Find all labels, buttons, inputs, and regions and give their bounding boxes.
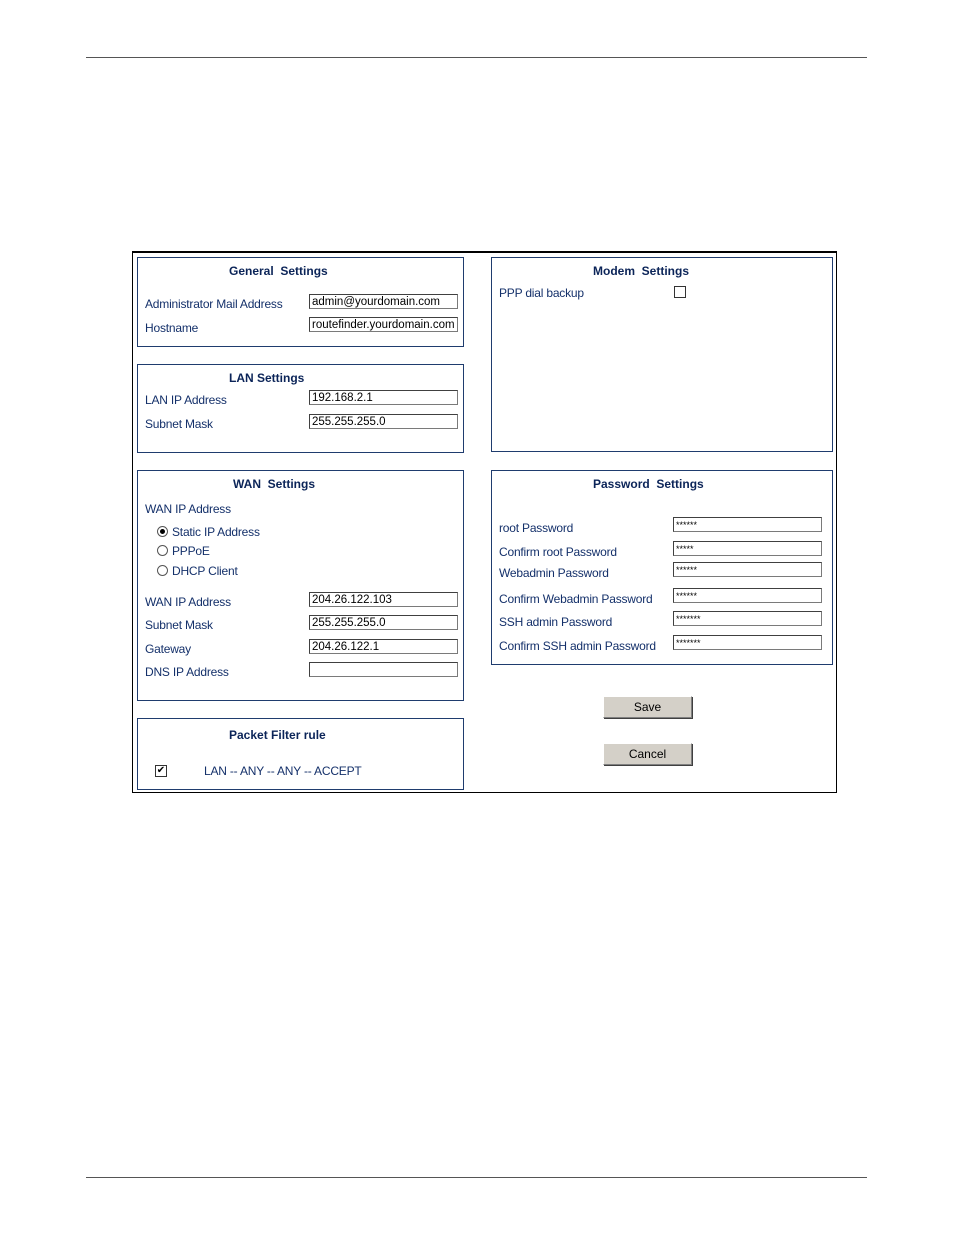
hostname-label: Hostname <box>145 321 199 335</box>
root-password-input[interactable]: ****** <box>673 517 822 532</box>
settings-form <box>132 251 837 793</box>
confirm-ssh-admin-password-input[interactable]: ******* <box>673 635 822 650</box>
save-button[interactable]: Save <box>603 696 692 718</box>
radio-pppoe[interactable] <box>157 545 168 556</box>
wan-gateway-input[interactable]: 204.26.122.1 <box>309 639 458 654</box>
modem-settings-title: Modem Settings <box>593 264 690 278</box>
lan-ip-label: LAN IP Address <box>145 393 227 407</box>
cancel-button[interactable]: Cancel <box>603 743 692 765</box>
header-rule <box>86 57 867 58</box>
radio-dhcp-client-label: DHCP Client <box>172 564 238 578</box>
confirm-ssh-admin-password-label: Confirm SSH admin Password <box>499 639 656 653</box>
lan-settings-title: LAN Settings <box>229 371 305 385</box>
wan-mode-label: WAN IP Address <box>145 502 231 516</box>
confirm-webadmin-password-input[interactable]: ****** <box>673 588 822 603</box>
webadmin-password-label: Webadmin Password <box>499 566 609 580</box>
wan-subnet-input[interactable]: 255.255.255.0 <box>309 615 458 630</box>
footer-rule <box>86 1177 867 1178</box>
wan-dns-input[interactable] <box>309 662 458 677</box>
radio-static-ip[interactable] <box>157 526 168 537</box>
lan-subnet-input[interactable]: 255.255.255.0 <box>309 414 458 429</box>
wan-subnet-label: Subnet Mask <box>145 618 213 632</box>
wan-dns-label: DNS IP Address <box>145 665 229 679</box>
radio-pppoe-label: PPPoE <box>172 544 210 558</box>
wan-gateway-label: Gateway <box>145 642 191 656</box>
wan-settings-panel <box>137 470 464 701</box>
packet-filter-title: Packet Filter rule <box>229 728 326 742</box>
modem-settings-panel <box>491 257 833 452</box>
lan-settings-panel <box>137 364 464 453</box>
packet-filter-rule-checkbox[interactable]: ✔ <box>156 765 166 776</box>
ssh-admin-password-input[interactable]: ******* <box>673 611 822 626</box>
confirm-root-password-label: Confirm root Password <box>499 545 617 559</box>
wan-ip-label: WAN IP Address <box>145 595 231 609</box>
root-password-label: root Password <box>499 521 574 535</box>
admin-mail-input[interactable]: admin@yourdomain.com <box>309 294 458 309</box>
wan-ip-input[interactable]: 204.26.122.103 <box>309 592 458 607</box>
confirm-root-password-input[interactable]: ***** <box>673 541 822 556</box>
ppp-dial-backup-label: PPP dial backup <box>499 286 584 300</box>
ppp-dial-backup-checkbox[interactable] <box>674 286 686 298</box>
general-settings-title: General Settings <box>229 264 328 278</box>
ssh-admin-password-label: SSH admin Password <box>499 615 613 629</box>
packet-filter-rule-label: LAN -- ANY -- ANY -- ACCEPT <box>204 764 362 778</box>
confirm-webadmin-password-label: Confirm Webadmin Password <box>499 592 653 606</box>
wan-settings-title: WAN Settings <box>233 477 316 491</box>
lan-ip-input[interactable]: 192.168.2.1 <box>309 390 458 405</box>
lan-subnet-label: Subnet Mask <box>145 417 213 431</box>
packet-filter-panel <box>137 718 464 790</box>
admin-mail-label: Administrator Mail Address <box>145 297 283 311</box>
radio-static-ip-label: Static IP Address <box>172 525 260 539</box>
password-settings-title: Password Settings <box>593 477 704 491</box>
radio-dhcp-client[interactable] <box>157 565 168 576</box>
webadmin-password-input[interactable]: ****** <box>673 562 822 577</box>
password-settings-panel <box>491 470 833 665</box>
general-settings-panel <box>137 257 464 347</box>
hostname-input[interactable]: routefinder.yourdomain.com <box>309 317 458 332</box>
